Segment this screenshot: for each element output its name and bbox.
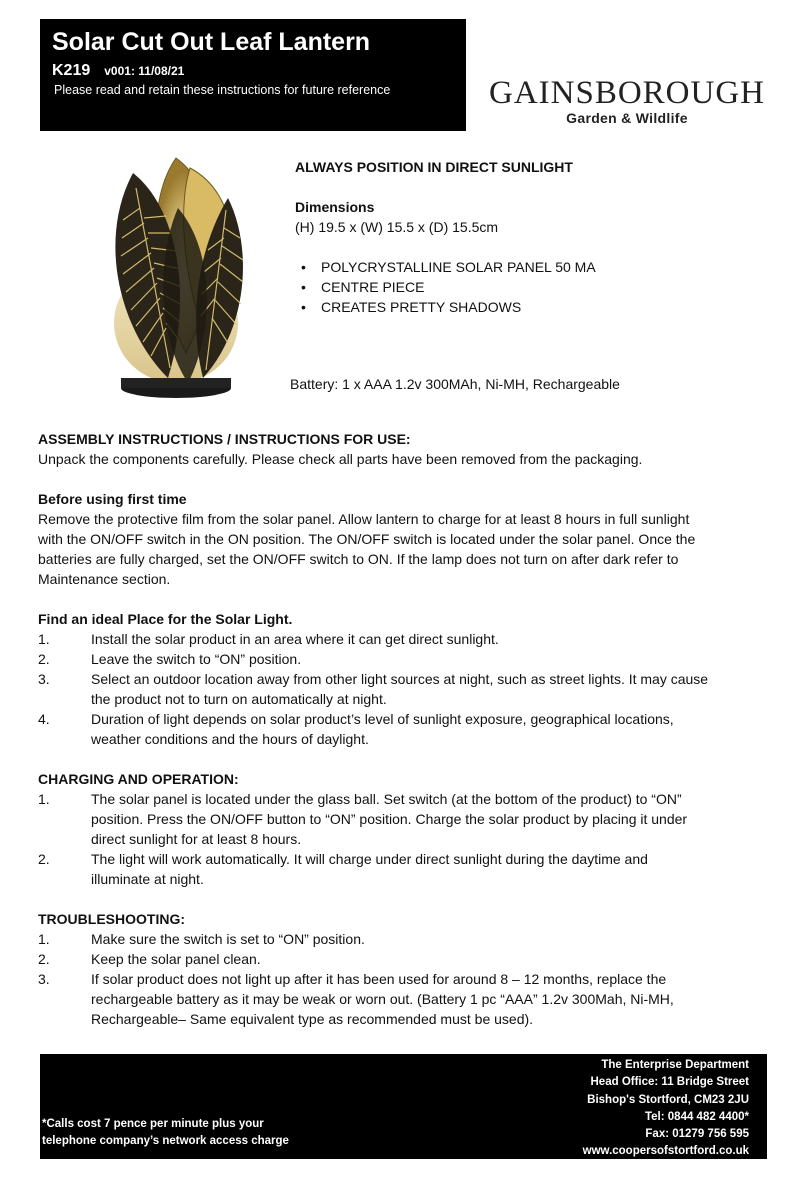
item-number: 3.	[38, 971, 50, 987]
item-line: direct sunlight for at least 8 hours.	[91, 831, 302, 847]
item-line: The light will work automatically. It will charge under direct sunlight during the daytime and	[91, 851, 648, 867]
item-number: 1.	[38, 931, 50, 947]
contact-block	[583, 1057, 749, 1161]
before-use-line: with the ON/OFF switch in the ON position. The ON/OFF switch is located under the solar panel. Once the	[38, 531, 696, 547]
item-number: 4.	[38, 711, 50, 727]
calls-cost-note	[42, 1116, 289, 1150]
before-use-line: Remove the protective film from the solar panel. Allow lantern to charge for at least 8 hours in full sunlight	[38, 511, 690, 527]
item-number: 2.	[38, 851, 50, 867]
before-use-title: Before using first time	[38, 491, 187, 507]
fax: Fax: 01279 756 595	[645, 1128, 749, 1141]
footer-banner	[40, 1054, 767, 1159]
product-code-line	[52, 62, 454, 80]
placement-title: Find an ideal Place for the Solar Light.	[38, 611, 293, 627]
charging-list	[38, 789, 773, 889]
item-number: 2.	[38, 651, 50, 667]
assembly-text: Unpack the components carefully. Please check all parts have been removed from the packaging.	[38, 451, 643, 467]
website-link[interactable]: www.coopersofstortford.co.uk	[582, 1145, 749, 1158]
product-code: K219	[52, 62, 91, 79]
item-line: If solar product does not light up after it has been used for around 8 – 12 months, replace the	[91, 971, 667, 987]
troubleshooting-list	[38, 929, 773, 1029]
feature-item: • POLYCRYSTALLINE SOLAR PANEL 50 MA	[295, 257, 775, 277]
item-line: Keep the solar panel clean.	[91, 951, 261, 967]
list-item	[38, 949, 773, 969]
placement-list	[38, 629, 773, 749]
item-line: Rechargeable– Same equivalent type as recommended must be used).	[91, 1011, 534, 1027]
list-item	[38, 969, 773, 1029]
item-number: 1.	[38, 631, 50, 647]
lantern-illustration	[78, 138, 274, 406]
list-item	[38, 669, 773, 709]
item-line: Duration of light depends on solar product’s level of sunlight exposure, geographical locations,	[91, 711, 674, 727]
dimensions-value: (H) 19.5 x (W) 15.5 x (D) 15.5cm	[295, 219, 499, 235]
item-line: Install the solar product in an area where it can get direct sunlight.	[91, 631, 499, 647]
item-line: Leave the switch to “ON” position.	[91, 651, 302, 667]
item-line: rechargeable battery as it may be weak or worn out. (Battery 1 pc “AAA” 1.2v 300Mah, Ni-MH,	[91, 991, 674, 1007]
telephone: Tel: 0844 482 4400*	[644, 1110, 749, 1123]
item-number: 3.	[38, 671, 50, 687]
item-line: weather conditions and the hours of daylight.	[91, 731, 369, 747]
header-banner	[40, 19, 466, 131]
before-use-line: Maintenance section.	[38, 571, 171, 587]
calls-note-line: telephone company’s network access charge	[42, 1135, 289, 1147]
item-line: Make sure the switch is set to “ON” position.	[91, 931, 365, 947]
department-name: The Enterprise Department	[601, 1059, 749, 1071]
list-item	[38, 709, 773, 749]
list-item	[38, 849, 773, 889]
brand-subtitle: Garden & Wildlife	[566, 110, 688, 126]
product-title: Solar Cut Out Leaf Lantern	[52, 28, 371, 56]
product-info	[295, 157, 775, 317]
brand-logo	[482, 76, 772, 126]
feature-list	[295, 257, 775, 317]
brand-name: GAINSBOROUGH	[488, 75, 766, 111]
address-town: Bishop's Stortford, CM23 2JU	[587, 1093, 749, 1106]
battery-spec: Battery: 1 x AAA 1.2v 300MAh, Ni-MH, Rechargeable	[290, 376, 620, 392]
feature-item: • CENTRE PIECE	[295, 277, 775, 297]
item-line: The solar panel is located under the glass ball. Set switch (at the bottom of the product) to “ON”	[91, 791, 682, 807]
item-number: 2.	[38, 951, 50, 967]
item-line: illuminate at night.	[91, 871, 204, 887]
sunlight-headline: ALWAYS POSITION IN DIRECT SUNLIGHT	[295, 159, 573, 175]
before-use-line: batteries are fully charged, set the ON/OFF switch to ON. If the lamp does not turn on after dark refer to	[38, 551, 679, 567]
item-line: position. Press the ON/OFF button to “ON” position. Charge the solar product by placing it under	[91, 811, 688, 827]
assembly-title: ASSEMBLY INSTRUCTIONS / INSTRUCTIONS FOR USE:	[38, 431, 411, 447]
calls-note-line: *Calls cost 7 pence per minute plus your	[42, 1118, 264, 1130]
dimensions-label: Dimensions	[295, 199, 375, 215]
list-item	[38, 929, 773, 949]
head-office-address: Head Office: 11 Bridge Street	[590, 1076, 749, 1089]
feature-item: • CREATES PRETTY SHADOWS	[295, 297, 775, 317]
troubleshooting-title: TROUBLESHOOTING:	[38, 911, 185, 927]
item-line: the product not to turn on automatically at night.	[91, 691, 387, 707]
item-line: Select an outdoor location away from other light sources at night, such as street lights. It may cause	[91, 671, 709, 687]
product-image	[78, 138, 274, 406]
version-label: v001: 11/08/21	[104, 64, 185, 78]
instructions	[38, 429, 773, 1029]
retain-note: Please read and retain these instructions for future reference	[54, 83, 391, 97]
list-item	[38, 789, 773, 849]
item-number: 1.	[38, 791, 50, 807]
list-item	[38, 649, 773, 669]
charging-title: CHARGING AND OPERATION:	[38, 771, 239, 787]
list-item	[38, 629, 773, 649]
